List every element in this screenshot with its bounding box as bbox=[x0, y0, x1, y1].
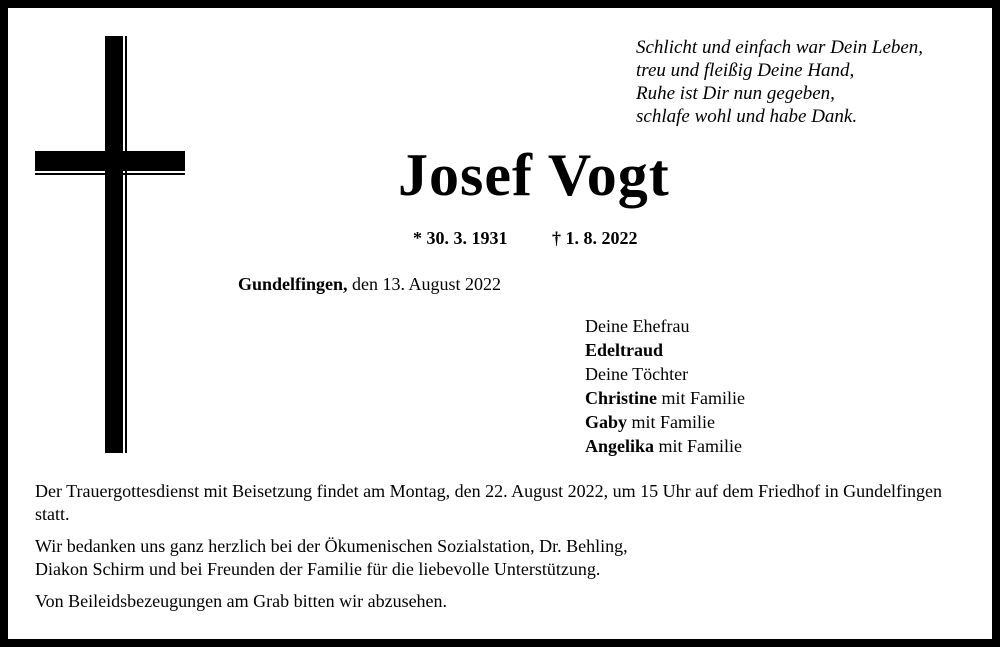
life-dates bbox=[413, 228, 638, 249]
mourners-list bbox=[585, 314, 745, 458]
thanks-line-2: Diakon Schirm und bei Freunden der Familie für die liebevolle Unterstützung. bbox=[35, 559, 601, 579]
list-item bbox=[585, 386, 745, 410]
list-item bbox=[585, 410, 745, 434]
poem-line: Schlicht und einfach war Dein Leben, bbox=[636, 37, 924, 58]
poem-line: schlafe wohl und habe Dank. bbox=[636, 106, 858, 127]
cross-horizontal-bar bbox=[35, 151, 185, 171]
wife-name: Edeltraud bbox=[585, 340, 664, 360]
cross-vertical-bar bbox=[105, 36, 125, 453]
poem bbox=[636, 36, 923, 128]
daughters-label: Deine Töchter bbox=[585, 364, 689, 384]
list-item bbox=[585, 434, 745, 458]
birth-date: * 30. 3. 1931 bbox=[413, 228, 508, 248]
deceased-name: Josef Vogt bbox=[398, 142, 670, 208]
thanks-line-1: Wir bedanken uns ganz herzlich bei der Ökumenischen Sozialstation, Dr. Behling, bbox=[35, 536, 628, 556]
daughter-suffix: mit Familie bbox=[661, 388, 745, 408]
wife-label: Deine Ehefrau bbox=[585, 316, 690, 336]
thanks-notice bbox=[35, 535, 975, 581]
poem-line: Ruhe ist Dir nun gegeben, bbox=[636, 83, 835, 104]
condolence-notice: Von Beileidsbezeugungen am Grab bitten wir abzusehen. bbox=[35, 591, 448, 611]
place-and-date bbox=[238, 274, 501, 295]
service-notice: Der Trauergottesdienst mit Beisetzung findet am Montag, den 22. August 2022, um 15 Uhr auf dem Friedhof in Gundelfingen statt. bbox=[35, 481, 943, 524]
poem-line: treu und fleißig Deine Hand, bbox=[636, 60, 855, 81]
notice-body bbox=[35, 480, 975, 622]
daughter-name: Christine bbox=[585, 388, 657, 408]
obituary-notice bbox=[8, 8, 992, 639]
daughter-name: Gaby bbox=[585, 412, 628, 432]
daughter-name: Angelika bbox=[585, 436, 655, 456]
place: Gundelfingen, bbox=[238, 274, 348, 294]
daughter-suffix: mit Familie bbox=[658, 436, 743, 456]
death-date: † 1. 8. 2022 bbox=[552, 228, 638, 248]
notice-date: den 13. August 2022 bbox=[352, 274, 502, 294]
daughter-suffix: mit Familie bbox=[631, 412, 716, 432]
